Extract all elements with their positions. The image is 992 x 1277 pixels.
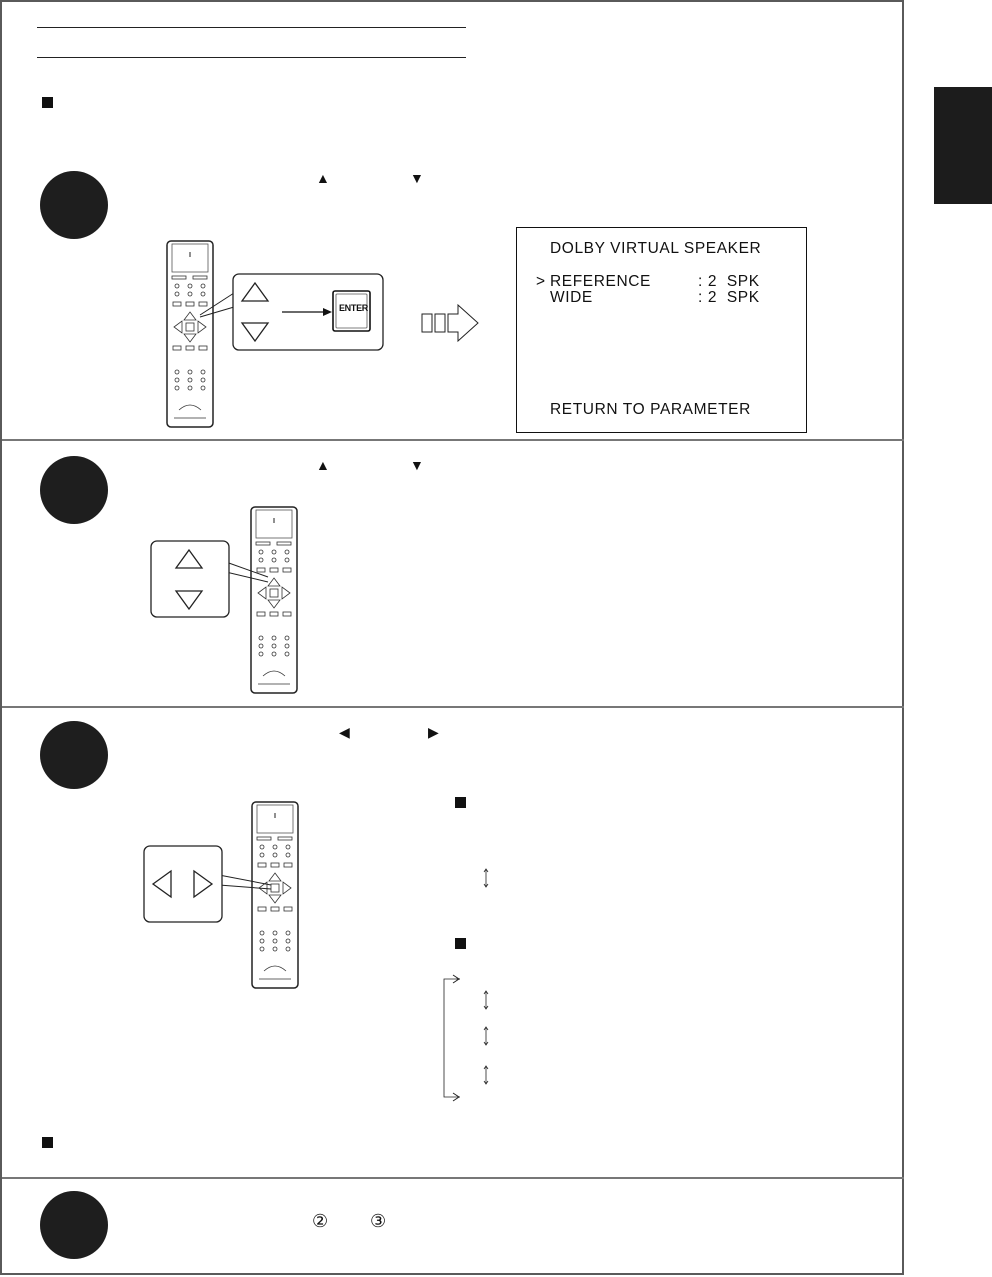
callout-box bbox=[143, 845, 273, 923]
ref-step-3: ③ bbox=[370, 1211, 387, 1231]
up-triangle-icon: ▲ bbox=[316, 457, 330, 473]
up-triangle-icon: ▲ bbox=[316, 170, 330, 186]
right-triangle-icon: ▶ bbox=[428, 724, 439, 740]
section-divider bbox=[2, 1177, 904, 1179]
osd-cursor: > bbox=[536, 273, 546, 290]
osd-screen bbox=[516, 227, 807, 433]
title-rule-top bbox=[37, 27, 466, 28]
step-3-circle bbox=[40, 721, 108, 789]
osd-row-reference-value: : 2 SPK bbox=[698, 273, 760, 290]
left-triangle-icon: ◀ bbox=[339, 724, 350, 740]
section-divider bbox=[2, 439, 904, 441]
step-1-circle bbox=[40, 171, 108, 239]
title-rule-bottom bbox=[37, 57, 466, 58]
arrow-right-icon bbox=[421, 304, 479, 342]
osd-title: DOLBY VIRTUAL SPEAKER bbox=[550, 240, 762, 257]
enter-button-label: ENTER bbox=[338, 303, 368, 313]
section-tab bbox=[934, 87, 992, 204]
osd-row-reference-label: REFERENCE bbox=[550, 273, 651, 290]
bullet-square bbox=[455, 797, 466, 808]
bullet-square bbox=[42, 1137, 53, 1148]
down-triangle-icon: ▼ bbox=[410, 457, 424, 473]
osd-row-wide-value: : 2 SPK bbox=[698, 289, 760, 306]
cycle-arrows bbox=[440, 868, 500, 1108]
osd-row-wide-label: WIDE bbox=[550, 289, 593, 306]
osd-footer: RETURN TO PARAMETER bbox=[550, 401, 751, 418]
ref-step-2: ② bbox=[312, 1211, 329, 1231]
step-2-circle bbox=[40, 456, 108, 524]
callout-box bbox=[150, 540, 270, 618]
down-triangle-icon: ▼ bbox=[410, 170, 424, 186]
bullet-square bbox=[42, 97, 53, 108]
step-4-circle bbox=[40, 1191, 108, 1259]
section-divider bbox=[2, 706, 904, 708]
